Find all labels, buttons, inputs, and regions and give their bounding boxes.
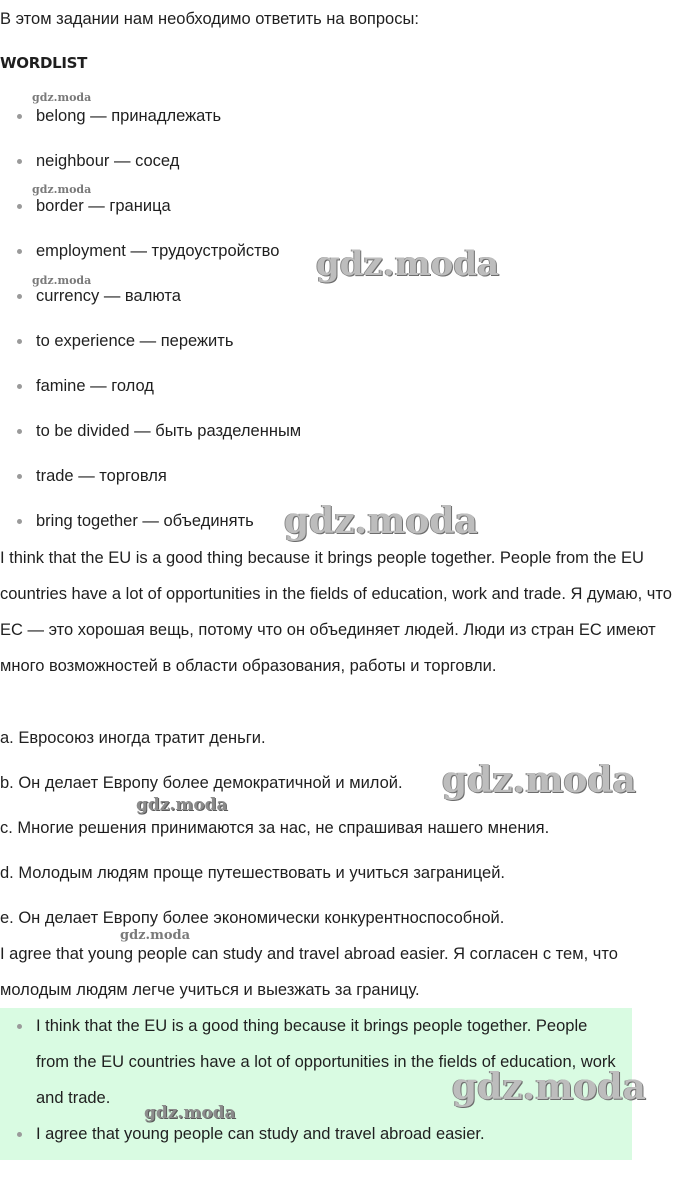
wordlist-entry: neighbour — сосед bbox=[36, 152, 180, 170]
list-item bbox=[0, 184, 640, 229]
bullet-icon bbox=[17, 384, 22, 389]
option-e: e. Он делает Европу более экономически конкурентноспособной. bbox=[0, 909, 505, 927]
wordlist-entry: border — граница bbox=[36, 197, 171, 215]
list-item bbox=[0, 139, 640, 184]
bullet-icon bbox=[17, 294, 22, 299]
bullet-icon bbox=[17, 159, 22, 164]
option-a: a. Евросоюз иногда тратит деньги. bbox=[0, 729, 266, 747]
answer-paragraph: I think that the EU is a good thing because it brings people together. People from the EU countries have a lot of opportunities in the fields of education, work and trade. Я думаю, что ЕС — это хорошая вещь, потому что он объединяет людей. Люди из стран ЕС имеют много возможностей в области образования, работы и торговли. bbox=[0, 549, 672, 675]
option-b: b. Он делает Европу более демократичной и милой. bbox=[0, 774, 403, 792]
list-item bbox=[0, 454, 640, 499]
wordlist-heading: WORDLIST bbox=[0, 54, 88, 72]
list-item bbox=[0, 1008, 632, 1116]
bullet-icon bbox=[17, 1132, 22, 1137]
watermark: gdz.moda bbox=[32, 91, 92, 104]
option-d: d. Молодым людям проще путешествовать и учиться заграницей. bbox=[0, 864, 506, 882]
list-item bbox=[0, 94, 640, 139]
watermark: gdz.moda bbox=[32, 274, 92, 287]
list-item bbox=[0, 364, 640, 409]
wordlist-entry: famine — голод bbox=[36, 377, 154, 395]
watermark: gdz.moda bbox=[316, 244, 500, 284]
wordlist-entry: to experience — пережить bbox=[36, 332, 234, 350]
bullet-icon bbox=[17, 474, 22, 479]
intro-text: В этом задании нам необходимо ответить на вопросы: bbox=[0, 10, 419, 28]
watermark: gdz.moda bbox=[144, 1103, 236, 1123]
list-item bbox=[0, 499, 640, 544]
list-item bbox=[0, 229, 640, 274]
list-item bbox=[0, 409, 640, 454]
list-item bbox=[0, 1116, 632, 1152]
wordlist-entry: trade — торговля bbox=[36, 467, 167, 485]
watermark: gdz.moda bbox=[452, 1066, 646, 1108]
list-item bbox=[0, 319, 640, 364]
bullet-icon bbox=[17, 1024, 22, 1029]
answer-text: I think that the EU is a good thing because it brings people together. People from the EU countries have a lot of opportunities in the fields of education, work and trade. bbox=[36, 1017, 616, 1107]
option-c: c. Многие решения принимаются за нас, не спрашивая нашего мнения. bbox=[0, 819, 550, 837]
watermark: gdz.moda bbox=[284, 500, 478, 542]
wordlist bbox=[0, 94, 640, 544]
wordlist-entry: belong — принадлежать bbox=[36, 107, 222, 125]
list-item bbox=[0, 274, 640, 319]
bullet-icon bbox=[17, 249, 22, 254]
answer-list bbox=[0, 1008, 632, 1152]
bullet-icon bbox=[17, 204, 22, 209]
bullet-icon bbox=[17, 339, 22, 344]
wordlist-entry: employment — трудоустройство bbox=[36, 242, 280, 260]
watermark: gdz.moda bbox=[136, 795, 228, 815]
watermark: gdz.moda bbox=[442, 759, 636, 801]
answer-box bbox=[0, 1008, 632, 1160]
wordlist-entry: currency — валюта bbox=[36, 287, 181, 305]
wordlist-entry: to be divided — быть разделенным bbox=[36, 422, 302, 440]
wordlist-entry: bring together — объединять bbox=[36, 512, 254, 530]
watermark: gdz.moda bbox=[32, 183, 92, 196]
choice-paragraph: I agree that young people can study and travel abroad easier. Я согласен с тем, что молодым людям легче учиться и выезжать за границу. bbox=[0, 945, 618, 999]
bullet-icon bbox=[17, 519, 22, 524]
bullet-icon bbox=[17, 429, 22, 434]
answer-text: I agree that young people can study and travel abroad easier. bbox=[36, 1125, 485, 1143]
watermark: gdz.moda bbox=[120, 928, 191, 943]
bullet-icon bbox=[17, 114, 22, 119]
